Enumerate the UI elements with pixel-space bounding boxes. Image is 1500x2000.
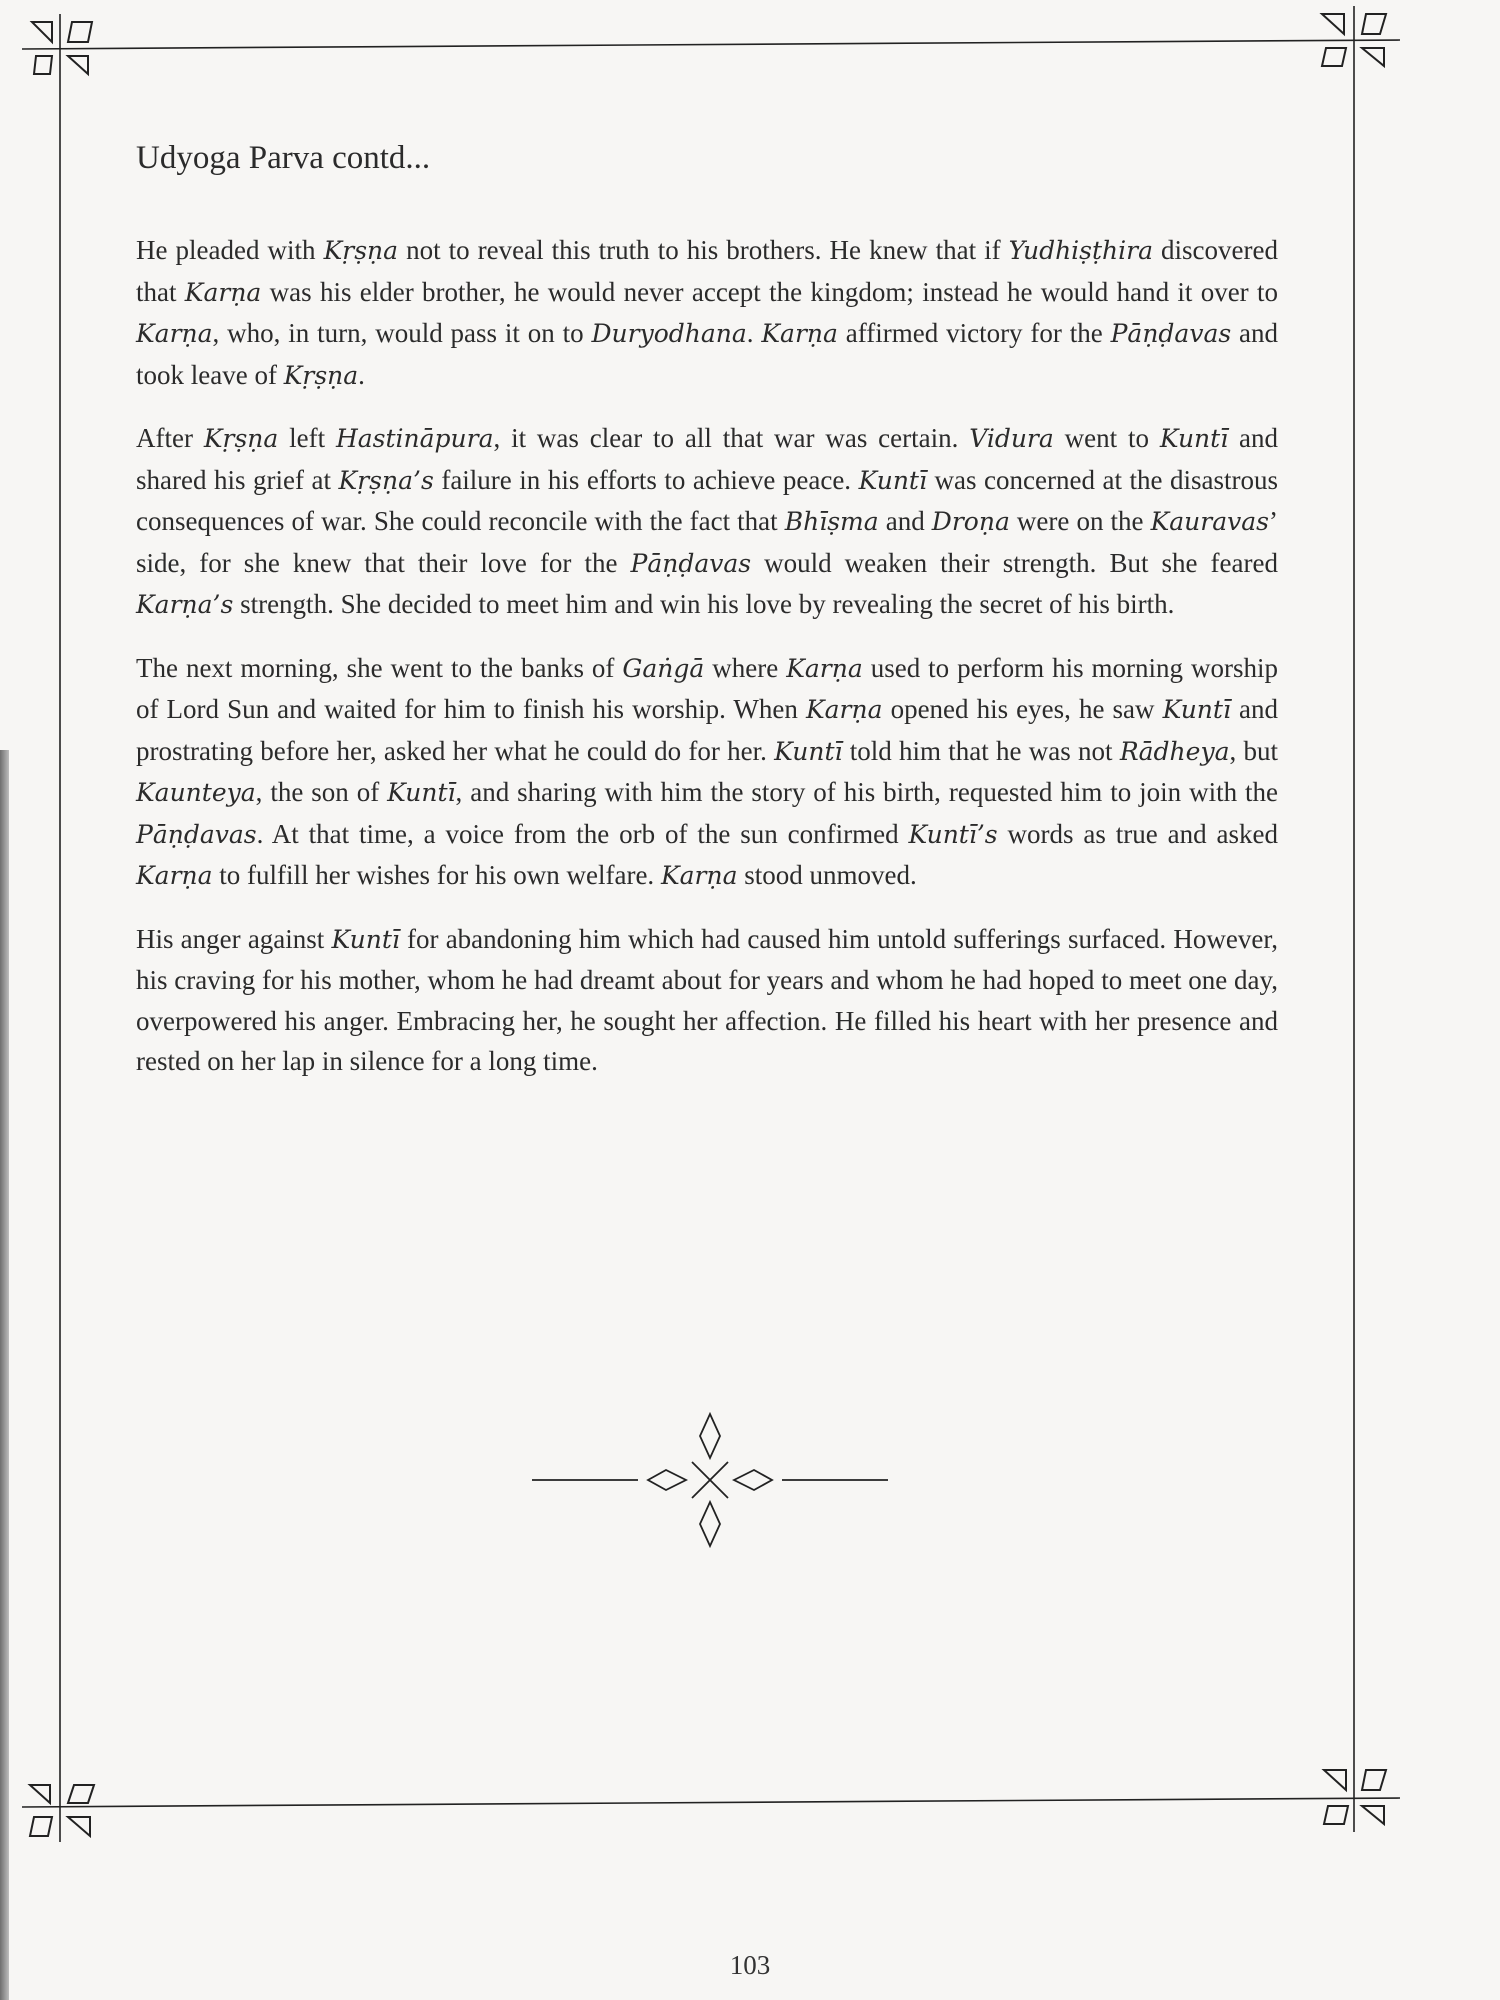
text-run: , the son of — [255, 777, 388, 807]
text-run: where — [704, 652, 787, 683]
text-run: strength. She decided to meet him and win his love by revealing the secret of his birth. — [233, 589, 1175, 619]
text-run: discovered that — [136, 235, 1279, 307]
text-run: . — [358, 359, 365, 390]
italic-term: Yudhiṣṭhira — [1008, 236, 1154, 265]
text-run: and prostrating before her, asked her what he could do for her. — [136, 694, 1279, 766]
text-run: After — [136, 423, 204, 453]
section-heading: Udyoga Parva contd... — [136, 140, 431, 176]
text-run: and — [878, 506, 932, 536]
italic-term: Kuntī — [1162, 695, 1231, 724]
italic-term: Kṛṣṇa’s — [338, 465, 434, 495]
italic-term: Karṇa — [805, 695, 883, 724]
italic-term: Karṇa — [136, 861, 213, 890]
text-run: opened his eyes, he saw — [882, 694, 1163, 724]
paragraph-3 — [136, 648, 1278, 897]
italic-term: Vidura — [969, 424, 1054, 453]
italic-term: Karṇa — [136, 319, 213, 348]
text-run: , and sharing with him the story of his birth, requested him to join with the — [455, 777, 1279, 807]
italic-term: Pāṇḍavas — [630, 548, 752, 578]
italic-term: Karṇa’s — [136, 590, 234, 619]
body-text — [136, 230, 1278, 1104]
text-run: went to — [1053, 423, 1160, 453]
italic-term: Kuntī — [858, 465, 927, 495]
text-run: . At that time, a voice from the orb of the sun confirmed — [256, 818, 909, 849]
corner-ornament-bottom-right — [1324, 1770, 1386, 1824]
text-run: was concerned at the disastrous consequences of war. She could reconcile with the fact that — [136, 464, 1278, 536]
section-divider-ornament — [530, 1412, 890, 1548]
text-run: told him that he was not — [842, 735, 1120, 766]
italic-term: Kṛṣṇa — [283, 360, 359, 390]
text-run: not to reveal this truth to his brothers. He knew that if — [398, 235, 1009, 265]
italic-term: Kuntī — [387, 778, 456, 807]
text-run: He pleaded with — [136, 235, 324, 265]
page-number: 103 — [729, 1950, 771, 1980]
text-run: ’ side, for she knew that their love for the — [136, 506, 1278, 578]
text-run: failure in his efforts to achieve peace. — [433, 464, 859, 495]
italic-term: Kuntī — [774, 736, 843, 766]
text-run: was his elder brother, he would never accept the kingdom; instead he would hand it over to — [261, 276, 1278, 307]
paragraph-4 — [136, 919, 1278, 1082]
italic-term: Karṇa — [184, 277, 262, 307]
italic-term: Hastināpura — [335, 424, 494, 453]
text-run: The next morning, she went to the banks of — [136, 652, 623, 683]
text-run: to fulfill her wishes for his own welfare. — [212, 860, 661, 890]
italic-term: Kṛṣṇa — [203, 424, 279, 453]
italic-term: Bhīṣma — [784, 507, 879, 536]
text-run: used to perform his morning worship of Lord Sun and waited for him to finish his worship. When — [136, 652, 1279, 724]
italic-term: Droṇa — [931, 507, 1010, 536]
paragraph-1 — [136, 230, 1278, 396]
italic-term: Gaṅgā — [622, 653, 705, 683]
corner-ornament-bottom-left — [30, 1785, 94, 1836]
text-run: words as true and asked — [997, 818, 1278, 849]
italic-term: Kṛṣṇa — [323, 236, 399, 265]
text-run: , but — [1229, 735, 1278, 766]
italic-term: Kaunteya — [136, 778, 256, 807]
italic-term: Karṇa — [786, 653, 863, 683]
text-run: were on the — [1009, 506, 1151, 536]
italic-term: Rādheya — [1119, 736, 1230, 766]
text-run: would weaken their strength. But she feared — [751, 547, 1278, 578]
text-run: stood unmoved. — [737, 860, 917, 890]
text-run: , who, in turn, would pass it on to — [212, 318, 592, 348]
text-run: His anger against — [136, 923, 332, 954]
italic-term: Pāṇḍavas — [136, 819, 257, 849]
italic-term: Pāṇḍavas — [1110, 319, 1232, 348]
text-run: , it was clear to all that war was certain. — [493, 423, 970, 453]
italic-term: Karṇa — [660, 861, 738, 890]
italic-term: Kauravas — [1150, 507, 1269, 536]
italic-term: Duryodhana — [591, 319, 747, 348]
text-run: and took leave of — [136, 318, 1279, 390]
text-run: affirmed victory for the — [837, 318, 1111, 348]
text-run: . — [746, 318, 762, 348]
italic-term: Kuntī — [1159, 424, 1229, 453]
text-run: for abandoning him which had caused him untold sufferings surfaced. However, his craving for his mother, whom he had dreamt about for years and whom he had hoped to meet one day, overpowered his anger. Embracing her, he sought her affection. He filled his heart with her presence and rested on her lap in silence for a long time. — [136, 923, 1278, 1076]
italic-term: Kuntī — [331, 924, 400, 954]
text-run: and shared his grief at — [136, 423, 1279, 495]
paragraph-2 — [136, 418, 1278, 626]
italic-term: Karṇa — [761, 319, 838, 348]
italic-term: Kuntī’s — [908, 819, 998, 849]
text-run: left — [278, 423, 336, 453]
